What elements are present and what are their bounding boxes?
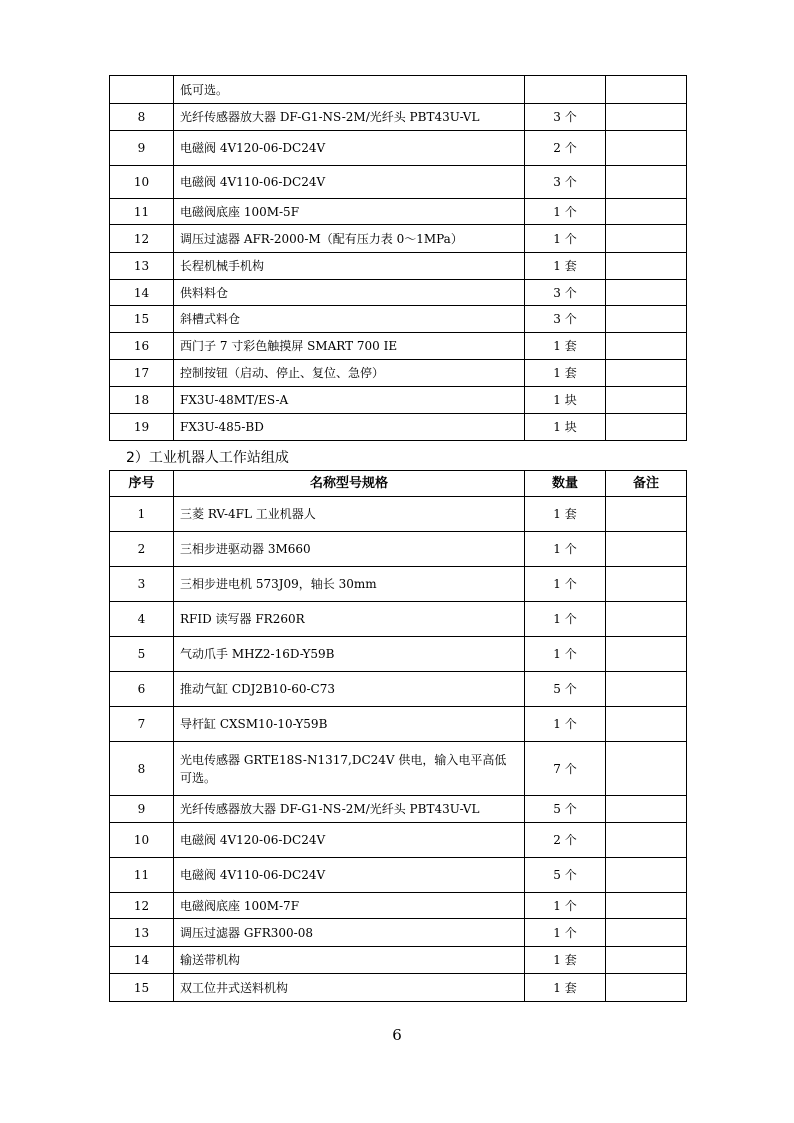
row-quantity: 3 个 — [525, 306, 606, 333]
row-note — [606, 707, 687, 742]
row-index: 8 — [110, 104, 174, 131]
row-spec: 光纤传感器放大器 DF-G1-NS-2M/光纤头 PBT43U-VL — [174, 104, 525, 131]
row-spec: 光电传感器 GRTE18S-N1317,DC24V 供电，输入电平高低可选。 — [174, 742, 525, 796]
table-row — [110, 131, 687, 166]
row-spec: 电磁阀 4V120-06-DC24V — [174, 823, 525, 858]
row-quantity: 1 套 — [525, 497, 606, 532]
row-index: 19 — [110, 414, 174, 441]
row-quantity: 1 个 — [525, 567, 606, 602]
row-index: 13 — [110, 919, 174, 947]
row-note — [606, 567, 687, 602]
section-title: 2）工业机器人工作站组成 — [126, 450, 289, 466]
row-quantity: 1 个 — [525, 919, 606, 947]
table-row — [110, 306, 687, 333]
table-row — [110, 199, 687, 225]
row-note — [606, 199, 687, 225]
table-row — [110, 387, 687, 414]
row-spec: 调压过滤器 GFR300-08 — [174, 919, 525, 947]
header-note: 备注 — [606, 471, 687, 497]
row-note — [606, 637, 687, 672]
row-spec: 控制按钮（启动、停止、复位、急停） — [174, 360, 525, 387]
row-index: 8 — [110, 742, 174, 796]
table-row — [110, 893, 687, 919]
row-spec: 三相步进电机 573J09，轴长 30mm — [174, 567, 525, 602]
row-index: 4 — [110, 602, 174, 637]
row-spec: 光纤传感器放大器 DF-G1-NS-2M/光纤头 PBT43U-VL — [174, 796, 525, 823]
row-quantity: 1 套 — [525, 333, 606, 360]
row-note — [606, 306, 687, 333]
row-quantity: 3 个 — [525, 104, 606, 131]
row-quantity: 3 个 — [525, 166, 606, 199]
table-row — [110, 360, 687, 387]
row-spec: 斜槽式料仓 — [174, 306, 525, 333]
row-index: 5 — [110, 637, 174, 672]
row-index: 15 — [110, 974, 174, 1002]
row-quantity: 1 个 — [525, 532, 606, 567]
table-row — [110, 104, 687, 131]
row-note — [606, 823, 687, 858]
header-idx: 序号 — [110, 471, 174, 497]
row-note — [606, 387, 687, 414]
robot-workstation-table — [109, 470, 687, 1002]
row-spec: 三相步进驱动器 3M660 — [174, 532, 525, 567]
row-spec: 供料料仓 — [174, 280, 525, 306]
row-note — [606, 360, 687, 387]
row-spec: 长程机械手机构 — [174, 253, 525, 280]
row-quantity — [525, 76, 606, 104]
row-spec: 西门子 7 寸彩色触摸屏 SMART 700 IE — [174, 333, 525, 360]
table-row — [110, 919, 687, 947]
row-note — [606, 532, 687, 567]
row-note — [606, 131, 687, 166]
components-table-continued — [109, 75, 687, 441]
row-spec: FX3U-485-BD — [174, 414, 525, 441]
row-spec: 气动爪手 MHZ2-16D-Y59B — [174, 637, 525, 672]
table-row — [110, 858, 687, 893]
row-quantity: 7 个 — [525, 742, 606, 796]
row-note — [606, 858, 687, 893]
row-index: 12 — [110, 893, 174, 919]
table-row — [110, 672, 687, 707]
row-spec: FX3U-48MT/ES-A — [174, 387, 525, 414]
row-note — [606, 602, 687, 637]
row-spec: 导杆缸 CXSM10-10-Y59B — [174, 707, 525, 742]
row-quantity: 2 个 — [525, 131, 606, 166]
header-spec: 名称型号规格 — [174, 471, 525, 497]
table-row — [110, 707, 687, 742]
row-index: 2 — [110, 532, 174, 567]
header-qty: 数量 — [525, 471, 606, 497]
page-number: 6 — [392, 1026, 402, 1044]
row-note — [606, 974, 687, 1002]
row-quantity: 1 套 — [525, 253, 606, 280]
row-quantity: 3 个 — [525, 280, 606, 306]
row-note — [606, 166, 687, 199]
row-note — [606, 919, 687, 947]
row-quantity: 1 块 — [525, 387, 606, 414]
row-spec: 调压过滤器 AFR-2000-M（配有压力表 0～1MPa） — [174, 225, 525, 253]
row-note — [606, 497, 687, 532]
row-note — [606, 796, 687, 823]
row-index: 11 — [110, 199, 174, 225]
row-spec: 低可选。 — [174, 76, 525, 104]
row-note — [606, 893, 687, 919]
row-note — [606, 225, 687, 253]
table-row — [110, 253, 687, 280]
row-note — [606, 672, 687, 707]
table-row — [110, 823, 687, 858]
row-index: 1 — [110, 497, 174, 532]
row-spec: 电磁阀底座 100M-5F — [174, 199, 525, 225]
row-quantity: 1 套 — [525, 947, 606, 974]
row-index: 15 — [110, 306, 174, 333]
table-row — [110, 796, 687, 823]
row-spec: 电磁阀 4V120-06-DC24V — [174, 131, 525, 166]
row-spec: 推动气缸 CDJ2B10-60-C73 — [174, 672, 525, 707]
table-header-row — [110, 471, 687, 497]
row-index: 3 — [110, 567, 174, 602]
row-index: 14 — [110, 280, 174, 306]
row-spec: 电磁阀底座 100M-7F — [174, 893, 525, 919]
row-quantity: 1 个 — [525, 637, 606, 672]
row-note — [606, 333, 687, 360]
row-note — [606, 280, 687, 306]
row-spec: 输送带机构 — [174, 947, 525, 974]
row-index: 18 — [110, 387, 174, 414]
row-quantity: 5 个 — [525, 796, 606, 823]
row-index: 14 — [110, 947, 174, 974]
robot-workstation-table-body — [110, 497, 687, 1002]
row-quantity: 5 个 — [525, 672, 606, 707]
row-spec: 三菱 RV-4FL 工业机器人 — [174, 497, 525, 532]
row-note — [606, 414, 687, 441]
table-row — [110, 414, 687, 441]
table-row — [110, 947, 687, 974]
table-row — [110, 637, 687, 672]
row-spec: 电磁阀 4V110-06-DC24V — [174, 166, 525, 199]
table-row — [110, 497, 687, 532]
row-index: 6 — [110, 672, 174, 707]
table-row — [110, 333, 687, 360]
table-row — [110, 567, 687, 602]
row-quantity: 1 套 — [525, 974, 606, 1002]
row-note — [606, 104, 687, 131]
row-index: 17 — [110, 360, 174, 387]
row-quantity: 1 个 — [525, 199, 606, 225]
table-row — [110, 602, 687, 637]
row-index — [110, 76, 174, 104]
row-index: 11 — [110, 858, 174, 893]
table-row — [110, 166, 687, 199]
row-index: 9 — [110, 796, 174, 823]
row-index: 10 — [110, 823, 174, 858]
row-index: 7 — [110, 707, 174, 742]
row-quantity: 1 个 — [525, 707, 606, 742]
table-row — [110, 76, 687, 104]
row-index: 9 — [110, 131, 174, 166]
row-quantity: 5 个 — [525, 858, 606, 893]
row-quantity: 1 套 — [525, 360, 606, 387]
row-quantity: 1 个 — [525, 893, 606, 919]
table-row — [110, 280, 687, 306]
row-quantity: 1 块 — [525, 414, 606, 441]
row-note — [606, 742, 687, 796]
table-row — [110, 742, 687, 796]
row-index: 12 — [110, 225, 174, 253]
table-row — [110, 225, 687, 253]
table-row — [110, 974, 687, 1002]
row-index: 10 — [110, 166, 174, 199]
row-index: 13 — [110, 253, 174, 280]
row-note — [606, 253, 687, 280]
row-note — [606, 76, 687, 104]
row-quantity: 1 个 — [525, 225, 606, 253]
row-quantity: 2 个 — [525, 823, 606, 858]
table-row — [110, 532, 687, 567]
row-spec: 双工位井式送料机构 — [174, 974, 525, 1002]
row-spec: 电磁阀 4V110-06-DC24V — [174, 858, 525, 893]
row-spec: RFID 读写器 FR260R — [174, 602, 525, 637]
components-table-body — [110, 76, 687, 441]
row-index: 16 — [110, 333, 174, 360]
row-note — [606, 947, 687, 974]
row-quantity: 1 个 — [525, 602, 606, 637]
